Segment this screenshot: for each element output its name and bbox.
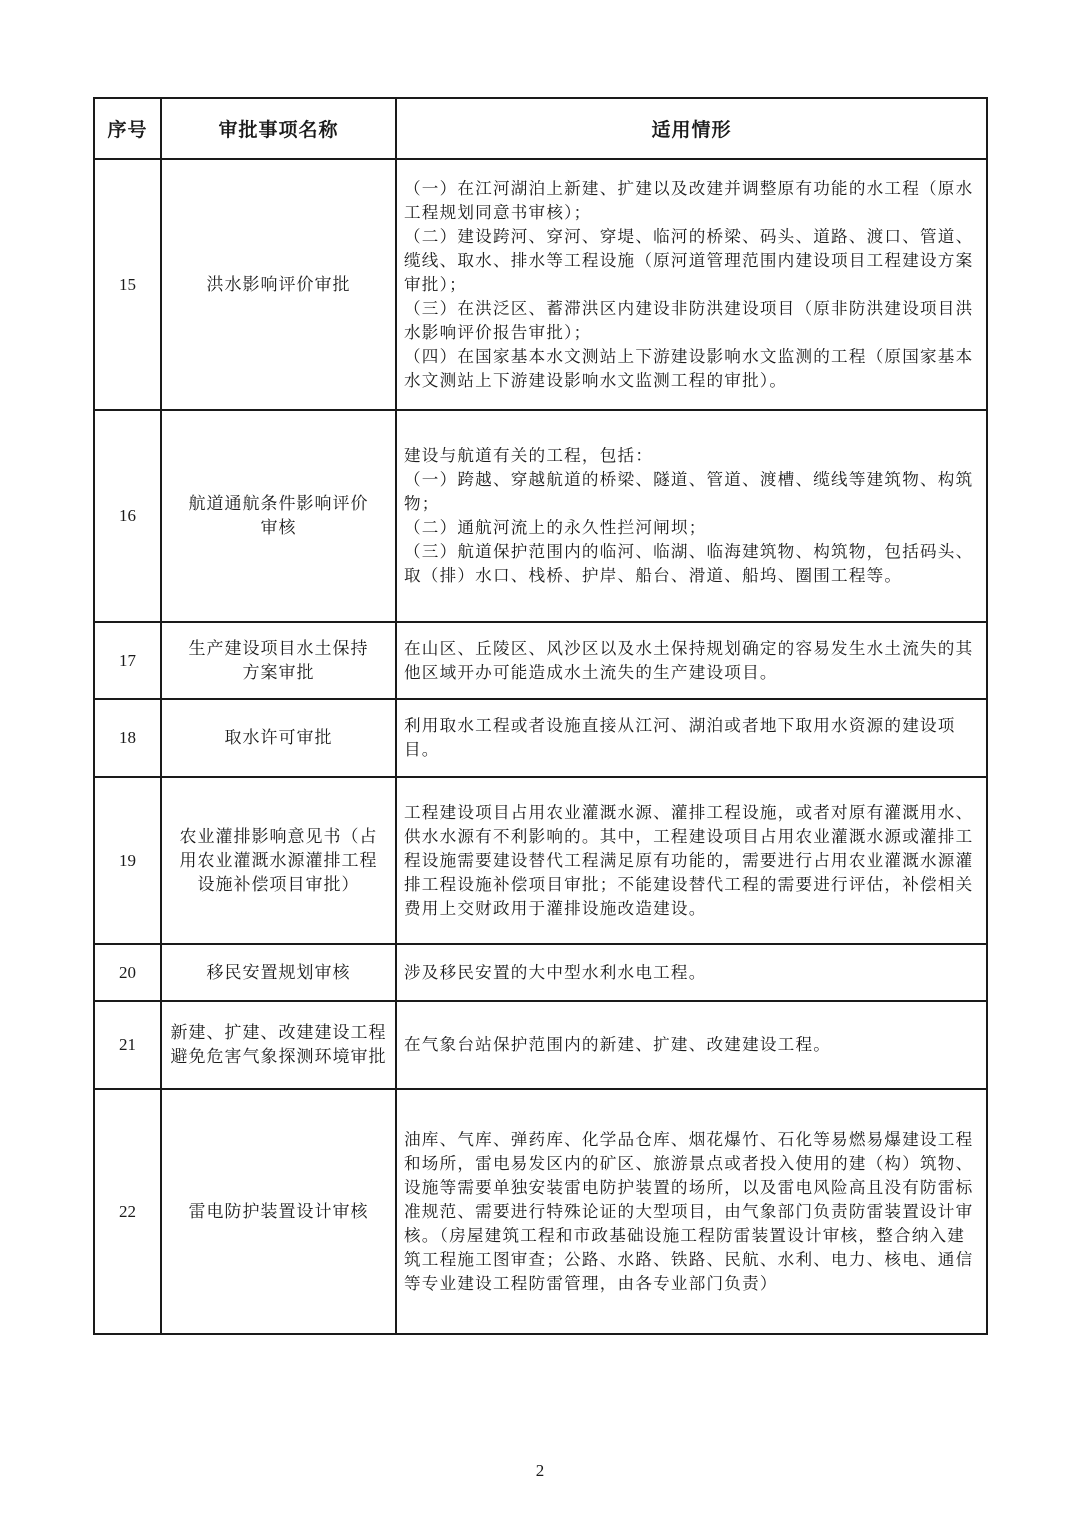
applicable-cases <box>396 777 987 944</box>
row-number: 18 <box>94 699 161 777</box>
table-row <box>94 1001 987 1089</box>
header-serial-number: 序号 <box>94 98 161 159</box>
case-paragraph: 涉及移民安置的大中型水利水电工程。 <box>404 962 707 982</box>
case-paragraph: （三）在洪泛区、蓄滞洪区内建设非防洪建设项目（原非防洪建设项目洪水影响评价报告审批）； <box>404 298 974 342</box>
case-paragraph: （四）在国家基本水文测站上下游建设影响水文监测的工程（原国家基本水文测站上下游建设影响水文监测工程的审批）。 <box>404 346 974 390</box>
header-item-name: 审批事项名称 <box>161 98 396 159</box>
header-applicable-cases: 适用情形 <box>396 98 987 159</box>
row-number: 17 <box>94 622 161 699</box>
item-name: 农业灌排影响意见书（占用农业灌溉水源灌排工程设施补偿项目审批） <box>161 777 396 944</box>
applicable-cases <box>396 410 987 622</box>
case-paragraph: （一）跨越、穿越航道的桥梁、隧道、管道、渡槽、缆线等建筑物、构筑物； <box>404 470 974 513</box>
table-row <box>94 159 987 410</box>
item-name: 生产建设项目水土保持方案审批 <box>161 622 396 699</box>
case-paragraph: 在山区、丘陵区、风沙区以及水土保持规划确定的容易发生水土流失的其他区域开办可能造成水土流失的生产建设项目。 <box>404 638 974 682</box>
case-paragraph: 工程建设项目占用农业灌溉水源、灌排工程设施，或者对原有灌溉用水、供水水源有不利影响的。其中，工程建设项目占用农业灌溉水源或灌排工程设施需要建设替代工程满足原有功能的，需要进行占用农业灌溉水源灌排工程设施补偿项目审批；不能建设替代工程的需要进行评估，补偿相关费用上交财政用于灌排设施改造建设。 <box>404 802 974 918</box>
case-paragraph: （二）建设跨河、穿河、穿堤、临河的桥梁、码头、道路、渡口、管道、缆线、取水、排水等工程设施（原河道管理范围内建设项目工程建设方案审批）； <box>404 226 974 294</box>
row-number: 16 <box>94 410 161 622</box>
applicable-cases <box>396 1001 987 1089</box>
page-number: 2 <box>535 1461 545 1480</box>
item-name: 新建、扩建、改建建设工程避免危害气象探测环境审批 <box>161 1001 396 1089</box>
applicable-cases <box>396 699 987 777</box>
item-name: 航道通航条件影响评价审核 <box>161 410 396 622</box>
table-row <box>94 699 987 777</box>
item-name: 雷电防护装置设计审核 <box>161 1089 396 1334</box>
case-paragraph: 在气象台站保护范围内的新建、扩建、改建建设工程。 <box>404 1035 832 1054</box>
row-number: 21 <box>94 1001 161 1089</box>
table-header-row <box>94 98 987 159</box>
applicable-cases <box>396 622 987 699</box>
row-number: 20 <box>94 944 161 1001</box>
table-row <box>94 622 987 699</box>
item-name: 移民安置规划审核 <box>161 944 396 1001</box>
item-name: 洪水影响评价审批 <box>161 159 396 410</box>
case-paragraph: （二）通航河流上的永久性拦河闸坝； <box>404 518 707 537</box>
applicable-cases <box>396 1089 987 1334</box>
case-paragraph: （三）航道保护范围内的临河、临湖、临海建筑物、构筑物，包括码头、取（排）水口、栈桥、护岸、船台、滑道、船坞、圈围工程等。 <box>404 542 974 585</box>
row-number: 15 <box>94 159 161 410</box>
approval-items-table <box>93 97 988 1335</box>
row-number: 19 <box>94 777 161 944</box>
item-name: 取水许可审批 <box>161 699 396 777</box>
case-paragraph: （一）在江河湖泊上新建、扩建以及改建并调整原有功能的水工程（原水工程规划同意书审核）； <box>404 178 974 222</box>
case-paragraph: 建设与航道有关的工程，包括： <box>404 446 654 465</box>
table-row <box>94 410 987 622</box>
row-number: 22 <box>94 1089 161 1334</box>
table-row <box>94 777 987 944</box>
case-paragraph: 利用取水工程或者设施直接从江河、湖泊或者地下取用水资源的建设项目。 <box>404 716 956 759</box>
applicable-cases <box>396 944 987 1001</box>
table-row <box>94 944 987 1001</box>
applicable-cases <box>396 159 987 410</box>
case-paragraph: 油库、气库、弹药库、化学品仓库、烟花爆竹、石化等易燃易爆建设工程和场所，雷电易发区内的矿区、旅游景点或者投入使用的建（构）筑物、设施等需要单独安装雷电防护装置的场所，以及雷电风险高且没有防雷标准规范、需要进行特殊论证的大型项目，由气象部门负责防雷装置设计审核。（房屋建筑工程和市政基础设施工程防雷装置设计审核，整合纳入建筑工程施工图审查；公路、水路、铁路、民航、水利、电力、核电、通信等专业建设工程防雷管理，由各专业部门负责） <box>404 1129 974 1293</box>
table-row <box>94 1089 987 1334</box>
